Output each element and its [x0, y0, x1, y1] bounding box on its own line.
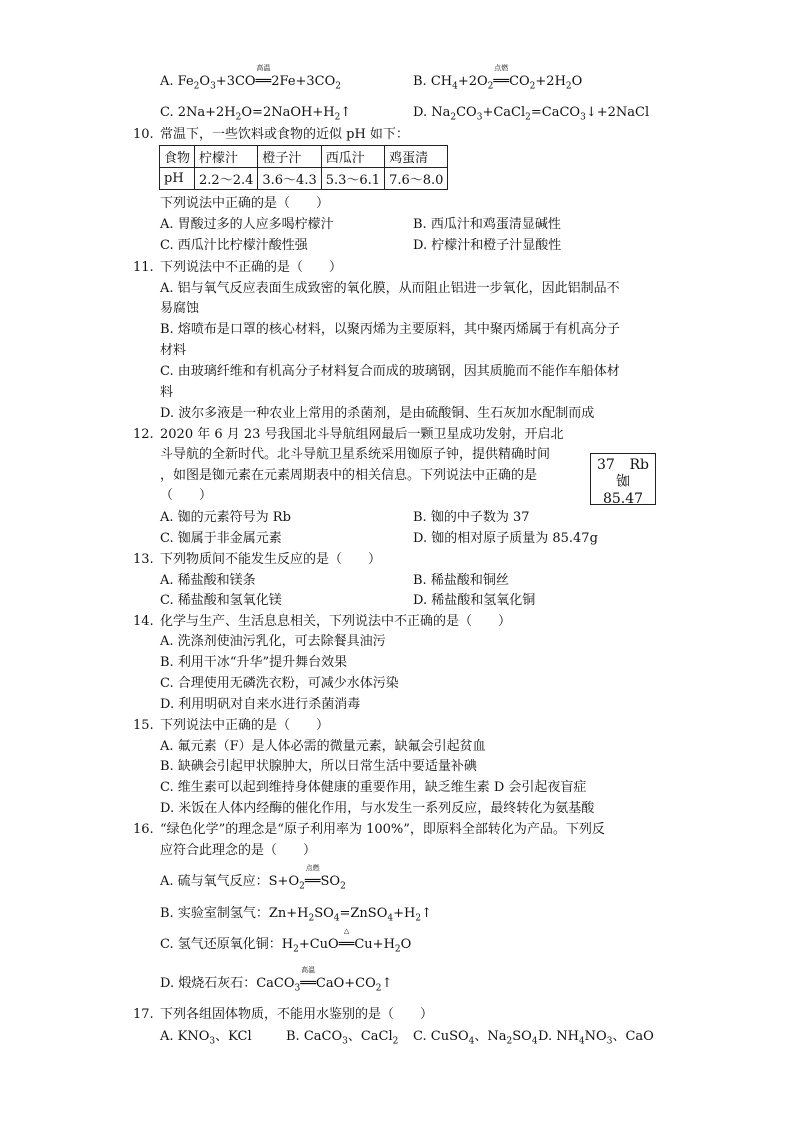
q9-option-c: C. $2Na+2H_2O=2NaOH+H_2↑$ [160, 105, 352, 123]
q12-option-a: A. 铷的元素符号为 Rb [160, 510, 291, 525]
table-cell: 7.6～8.0 [385, 168, 448, 190]
q17-number: 17. [133, 1007, 154, 1022]
element-symbol: Rb [629, 457, 649, 473]
q11-option-b: B. 熔喷布是口罩的核心材料，以聚丙烯为主要原料，其中聚丙烯属于有机高分子 [160, 322, 620, 337]
table-cell: 2.2～2.4 [195, 168, 258, 190]
q13-option-d: D. 稀盐酸和氢氧化铜 [413, 593, 536, 608]
q9-option-a: A. $Fe_2O_3+3CO$ 高温 $══2Fe+3CO_2$ [160, 64, 342, 92]
element-name: 铷 [616, 474, 630, 490]
q14-number: 14. [133, 614, 154, 629]
q15-number: 15. [133, 718, 154, 733]
q11-option-c: C. 由玻璃纤维和有机高分子材料复合而成的玻璃钢，因其质脆而不能作车船体材 [160, 364, 620, 379]
q16-number: 16. [133, 822, 154, 837]
q15-option-a: A. 氟元素（F）是人体必需的微量元素，缺氟会引起贫血 [160, 739, 486, 754]
q11-option-c-cont: 料 [160, 385, 174, 400]
table-cell: pH [160, 168, 195, 190]
q10-number: 10. [133, 127, 154, 142]
table-header-cell: 橙子汁 [258, 146, 321, 168]
q10-option-c: C. 西瓜汁比柠檬汁酸性强 [160, 238, 308, 253]
q14-option-a: A. 洗涤剂使油污乳化，可去除餐具油污 [160, 634, 386, 649]
q13-number: 13. [133, 552, 154, 567]
q11-number: 11. [133, 260, 154, 275]
q14-option-b: B. 利用干冰“升华”提升舞台效果 [160, 655, 348, 670]
q17-stem: 下列各组固体物质，不能用水鉴别的是（ ） [160, 1007, 434, 1022]
q12-option-b: B. 铷的中子数为 37 [413, 510, 530, 525]
table-row [160, 168, 448, 190]
q14-stem: 化学与生产、生活息息相关，下列说法中不正确的是（ ） [160, 614, 512, 629]
q14-option-d: D. 利用明矾对自来水进行杀菌消毒 [160, 697, 361, 712]
q9-option-d: D. $Na_2CO_3+CaCl_2=CaCO_3↓+2NaCl$ [413, 105, 650, 123]
q13-option-b: B. 稀盐酸和铜丝 [413, 573, 509, 588]
q17-option-b: B. CaCO$_3$、CaCl$_2$ [286, 1029, 399, 1047]
atomic-mass: 85.47 [602, 491, 644, 507]
table-header-cell: 食物 [160, 146, 195, 168]
q12-option-d: D. 铷的相对原子质量为 85.47g [413, 531, 598, 546]
q16-option-c: C. 氢气还原氧化铜：$H_2+CuO$ △ $══Cu+H_2O$ [160, 927, 412, 955]
q11-option-d: D. 波尔多液是一种农业上常用的杀菌剂，是由硫酸铜、生石灰加水配制而成 [160, 406, 595, 421]
q14-option-c: C. 合理使用无磷洗衣粉，可减少水体污染 [160, 676, 399, 691]
q11-option-b-cont: 材料 [160, 343, 187, 358]
q13-option-c: C. 稀盐酸和氢氧化镁 [160, 593, 282, 608]
q15-stem: 下列说法中正确的是（ ） [160, 718, 330, 733]
q12-stem-line2: 斗导航的全新时代。北斗导航卫星系统采用铷原子钟，提供精确时间 [160, 447, 551, 462]
q10-stem: 常温下，一些饮料或食物的近似 pH 如下： [160, 127, 409, 142]
table-header-cell: 柠檬汁 [195, 146, 258, 168]
q11-stem: 下列说法中不正确的是（ ） [160, 260, 343, 275]
q17-option-a: A. $KNO_3$、KCl [160, 1029, 252, 1047]
table-header-cell: 鸡蛋清 [385, 146, 448, 168]
q13-option-a: A. 稀盐酸和镁条 [160, 573, 256, 588]
atomic-number: 37 [597, 457, 615, 473]
q12-stem-line1: 2020 年 6 月 23 号我国北斗导航组网最后一颗卫星成功发射，开启北 [160, 427, 564, 442]
q10-option-a: A. 胃酸过多的人应多喝柠檬汁 [160, 217, 334, 232]
q17-option-d: D. $NH_4NO_3$、CaO [538, 1029, 654, 1047]
q12-stem-line4: （ ） [160, 488, 213, 503]
q10-question: 下列说法中正确的是（ ） [160, 196, 330, 211]
q17-option-c: C. CuSO$_4$、$Na_2SO_4$ [413, 1029, 538, 1047]
table-cell: 5.3～6.1 [321, 168, 384, 190]
q16-option-d: D. 煅烧石灰石：CaCO$_3$ 高温 $══CaO+CO_2↑$ [160, 966, 393, 994]
q12-option-c: C. 铷属于非金属元素 [160, 531, 282, 546]
q12-number: 12. [133, 427, 154, 442]
q15-option-b: B. 缺碘会引起甲状腺肿大，所以日常生活中要适量补碘 [160, 759, 477, 774]
q16-option-a: A. 硫与氧气反应：$S+O_2$ 点燃 $══SO_2$ [160, 864, 346, 892]
q10-option-d: D. 柠檬汁和橙子汁显酸性 [413, 238, 562, 253]
q12-stem-line3: ，如图是铷元素在元素周期表中的相关信息。下列说法中正确的是 [160, 468, 538, 483]
q10-option-b: B. 西瓜汁和鸡蛋清显碱性 [413, 217, 561, 232]
q16-stem-line1: “绿色化学”的理念是“原子利用率为 100%”，即原料全部转化为产品。下列反 [160, 822, 605, 837]
q11-option-a: A. 铝与氧气反应表面生成致密的氧化膜，从而阻止铝进一步氧化，因此铝制品不 [160, 281, 620, 296]
table-row [160, 146, 448, 168]
q15-option-d: D. 米饭在人体内经酶的催化作用，与水发生一系列反应，最终转化为氨基酸 [160, 801, 595, 816]
table-header-cell: 西瓜汁 [321, 146, 384, 168]
q16-option-b: B. 实验室制氢气：$Zn+H_2SO_4=ZnSO_4+H_2↑$ [160, 906, 432, 924]
q9-option-b: B. $CH_4+2O_2$ 点燃 $══CO_2+2H_2O$ [413, 64, 583, 92]
q16-stem-line2: 应符合此理念的是（ ） [160, 843, 317, 858]
q15-option-c: C. 维生素可以起到维持身体健康的重要作用，缺乏维生素 D 会引起夜盲症 [160, 780, 587, 795]
q11-option-a-cont: 易腐蚀 [160, 301, 200, 316]
q13-stem: 下列物质间不能发生反应的是（ ） [160, 552, 382, 567]
rubidium-element-card [590, 453, 656, 505]
table-cell: 3.6～4.3 [258, 168, 321, 190]
ph-table [159, 145, 448, 190]
